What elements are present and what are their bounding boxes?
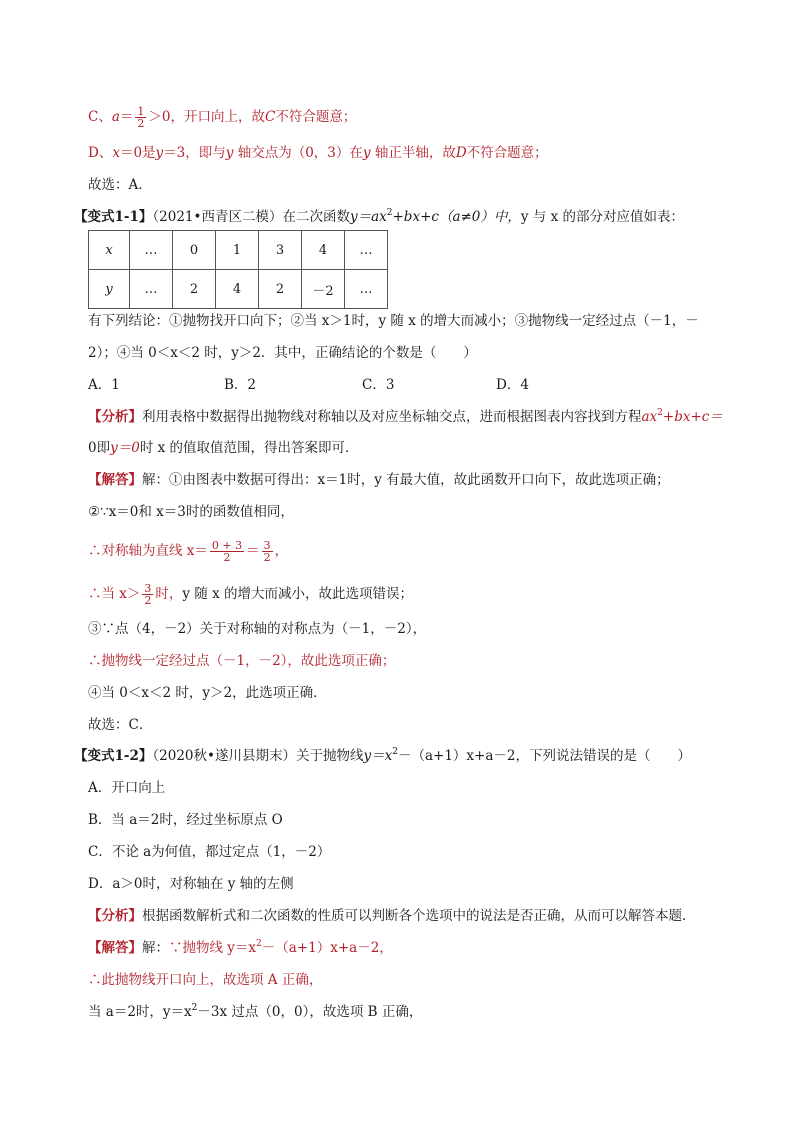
option-c: C．不论 a为何值，都过定点（1，－2） bbox=[88, 844, 331, 860]
solution-1-1-line-1: 【解答】解：①由图表中数据可得出：x＝1时，y 有最大值，故此函数开口向下，故此选项正确； bbox=[88, 472, 670, 488]
table-header-x: x bbox=[89, 231, 130, 270]
solution-1-1-line-6: ∴抛物线一定经过点（－1，－2），故此选项正确； bbox=[88, 653, 396, 669]
solution-1-1-line-4: ∴当 x＞ $\frac{3}{2}$ 时，y 随 x 的增大而减小，故此选项错误； bbox=[88, 582, 414, 607]
fraction: $\frac{3}{2}$ bbox=[263, 539, 271, 564]
prev-answer: 故选：A． bbox=[88, 177, 152, 193]
question-1-1-stem: 【变式1-1】（2021•西青区二模）在二次函数$y=ax^2+bx+c(a\ne 0)$中，y 与 x 的部分对应值如表： bbox=[74, 208, 685, 225]
prev-option-d: D、x＝0是y＝3，即与y 轴交点为（0，3）在y 轴正半轴，故D不符合题意； bbox=[88, 145, 548, 161]
analysis-1-1-cont: 0即y＝0时 x 的值取值范围，得出答案即可． bbox=[88, 440, 359, 456]
solution-1-1-line-5: ③∵点（4，－2）关于对称轴的对称点为（－1，－2）， bbox=[88, 621, 427, 637]
solution-1-1-line-7: ④当 0＜x＜2 时，y＞2，此选项正确． bbox=[88, 685, 327, 701]
question-1-2-stem: 【变式1-2】（2020秋•遂川县期末）关于抛物线$y=x^2-(a+1)x+a-2$，下列说法错误的是（ ） bbox=[74, 747, 691, 764]
solution-1-2-line-3: 当 a＝2时，$y=x^2-3x$ 过点（0，0），故选项 B 正确， bbox=[88, 1003, 423, 1020]
solution-1-2-line-2: ∴此抛物线开口向上，故选项 A 正确， bbox=[88, 972, 323, 988]
solution-1-2-line-1: 【解答】解：∵抛物线 $y=x^2-(a+1)x+a-2$， bbox=[88, 939, 393, 956]
table-header-y: y bbox=[89, 270, 130, 309]
fraction: $\frac{1}{2}$ bbox=[137, 105, 145, 130]
prev-option-c: C、a＝ $\frac{1}{2}$ ＞0，开口向上，故C不符合题意； bbox=[88, 105, 357, 130]
analysis-1-1: 【分析】利用表格中数据得出抛物线对称轴以及对应坐标轴交点，进而根据图表内容找到方程$ax^2+bx+c=$ bbox=[88, 408, 723, 425]
question-1-1-conclusions: 有下列结论：①抛物找开口向下；②当 x＞1时，y 随 x 的增大而减小；③抛物线一定经过点（－1，－ bbox=[88, 313, 699, 329]
option-d: D．a＞0时，对称轴在 y 轴的左侧 bbox=[88, 876, 294, 892]
option-c: C．3 bbox=[362, 377, 395, 393]
option-a: A．1 bbox=[88, 377, 120, 393]
solution-1-1-line-3: ∴对称轴为直线 x＝ $\frac{0 + 3}{2}$ ＝ $\frac{3}{2}$ ， bbox=[88, 539, 289, 564]
option-a: A．开口向上 bbox=[88, 780, 166, 796]
fraction: $\frac{0 + 3}{2}$ bbox=[211, 539, 243, 564]
question-1-1-conclusions-cont: 2）；④当 0＜x＜2 时，y＞2．其中，正确结论的个数是（ ） bbox=[88, 345, 477, 361]
table-row: x … 0 1 3 4 … bbox=[89, 231, 388, 270]
option-d: D．4 bbox=[496, 377, 529, 393]
solution-1-1-line-2: ②∵x＝0和 x＝3时的函数值相同， bbox=[88, 504, 294, 520]
option-b: B．当 a＝2时，经过坐标原点 O bbox=[88, 812, 283, 828]
option-b: B．2 bbox=[224, 377, 257, 393]
answer-1-1: 故选：C． bbox=[88, 717, 153, 733]
question-1-1-options bbox=[88, 375, 529, 395]
analysis-1-2: 【分析】根据函数解析式和二次函数的性质可以判断各个选项中的说法是否正确，从而可以解答本题． bbox=[88, 908, 696, 924]
table-row: y … 2 4 2 －2 … bbox=[89, 270, 388, 309]
fraction: $\frac{3}{2}$ bbox=[144, 582, 152, 607]
value-table bbox=[88, 230, 388, 309]
